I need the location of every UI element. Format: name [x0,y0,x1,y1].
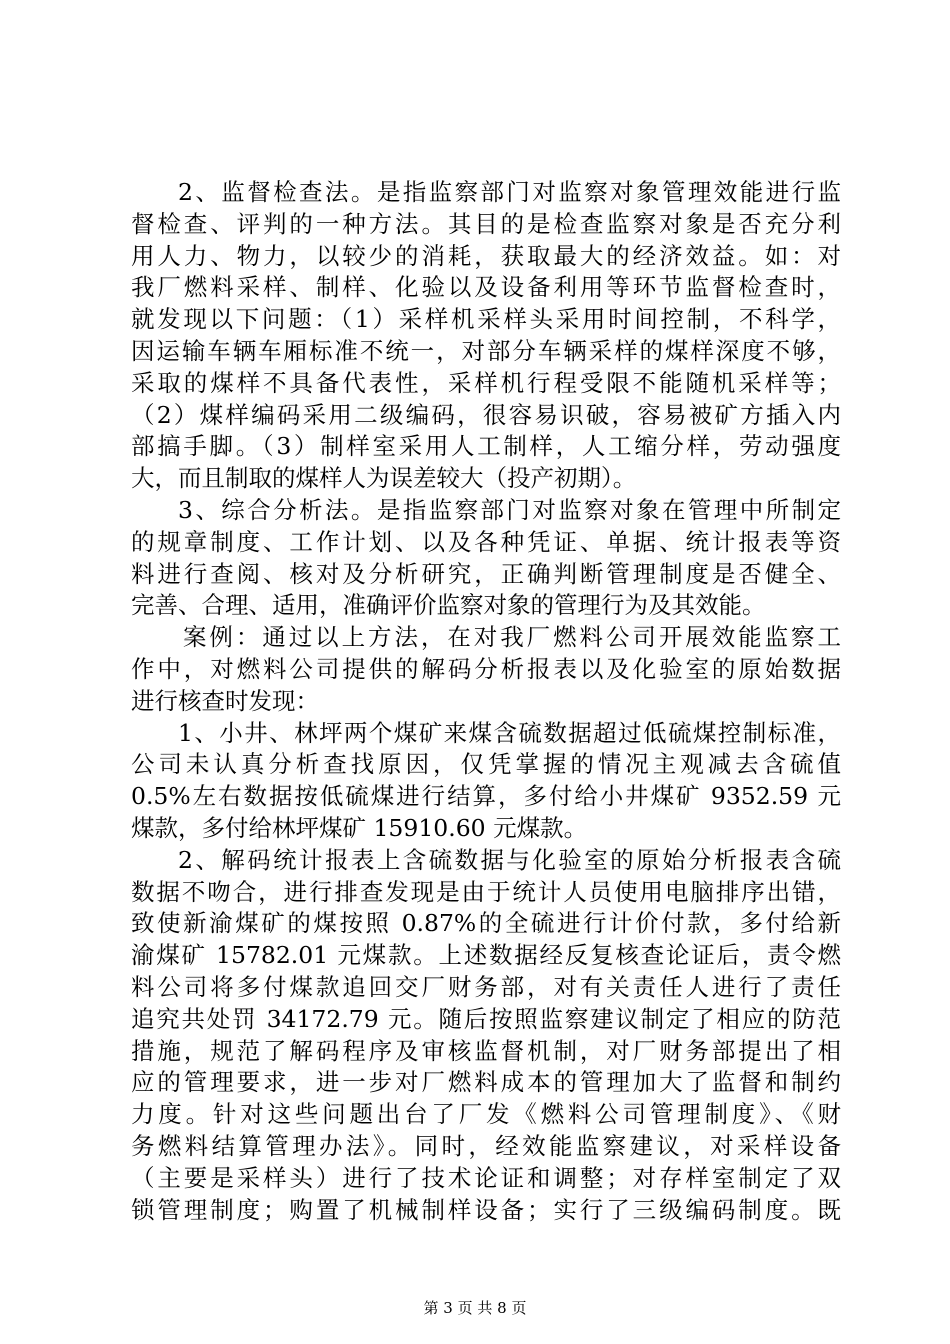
paragraph-line: 0.5%左右数据按低硫煤进行结算，多付给小井煤矿 9352.59 元 [131,782,841,811]
paragraph-line: 2、监督检查法。是指监察部门对监察对象管理效能进行监 [178,178,841,206]
paragraph-line: 作中，对燃料公司提供的解码分析报表以及化验室的原始数据 [131,654,841,683]
paragraph-line: （主要是采样头）进行了技术论证和调整；对存样室制定了双 [131,1163,841,1192]
paragraph-line: 采取的煤样不具备代表性，采样机行程受限不能随机采样等； [131,368,841,397]
paragraph-line: 追究共处罚 34172.79 元。随后按照监察建议制定了相应的防范 [131,1004,841,1033]
paragraph-line: 进行核查时发现： [131,686,319,715]
paragraph-line: 数据不吻合，进行排查发现是由于统计人员使用电脑排序出错， [131,877,841,906]
paragraph-line: 锁管理制度；购置了机械制样设备；实行了三级编码制度。既 [131,1195,841,1224]
paragraph-line: 应的管理要求，进一步对厂燃料成本的管理加大了监督和制约 [131,1068,841,1097]
paragraph-line: 部搞手脚。（3）制样室采用人工制样，人工缩分样，劳动强度 [131,432,841,461]
paragraph-line: 料进行查阅、核对及分析研究，正确判断管理制度是否健全、 [131,559,841,588]
paragraph-line: 措施，规范了解码程序及审核监督机制，对厂财务部提出了相 [131,1036,841,1065]
paragraph-line: 完善、合理、适用，准确评价监察对象的管理行为及其效能。 [131,591,766,620]
paragraph-line: 力度。针对这些问题出台了厂发《燃料公司管理制度》、《财 [131,1100,841,1129]
paragraph-line: 料公司将多付煤款追回交厂财务部，对有关责任人进行了责任 [131,972,841,1001]
paragraph-line: 1、小井、林坪两个煤矿来煤含硫数据超过低硫煤控制标准， [178,718,841,747]
paragraph-line: 就发现以下问题：（1）采样机采样头采用时间控制，不科学， [131,305,841,334]
paragraph-line: 的规章制度、工作计划、以及各种凭证、单据、统计报表等资 [131,527,841,556]
paragraph-line: 我厂燃料采样、制样、化验以及设备利用等环节监督检查时， [131,273,841,302]
paragraph-line: 用人力、物力，以较少的消耗，获取最大的经济效益。如：对 [131,241,841,270]
paragraph-line: 渝煤矿 15782.01 元煤款。上述数据经反复核查论证后，责令燃 [131,941,841,970]
paragraph-line: （2）煤样编码采用二级编码，很容易识破，容易被矿方插入内 [131,400,841,429]
paragraph-line: 公司未认真分析查找原因，仅凭掌握的情况主观减去含硫值 [131,750,841,779]
paragraph-line: 督检查、评判的一种方法。其目的是检查监察对象是否充分利 [131,209,841,238]
document-body [131,177,841,1226]
paragraph-line: 因运输车辆车厢标准不统一，对部分车辆采样的煤样深度不够， [131,336,841,365]
paragraph-line: 煤款，多付给林坪煤矿 15910.60 元煤款。 [131,813,588,842]
paragraph-line: 案例：通过以上方法，在对我厂燃料公司开展效能监察工 [183,623,841,652]
paragraph-line: 务燃料结算管理办法》。同时，经效能监察建议，对采样设备 [131,1131,841,1160]
page-number-footer: 第 3 页 共 8 页 [423,1299,527,1317]
paragraph-line: 3、综合分析法。是指监察部门对监察对象在管理中所制定 [178,495,841,524]
paragraph-line: 致使新渝煤矿的煤按照 0.87%的全硫进行计价付款，多付给新 [131,909,841,938]
paragraph-line: 2、解码统计报表上含硫数据与化验室的原始分析报表含硫 [178,845,841,874]
paragraph-line: 大，而且制取的煤样人为误差较大（投产初期）。 [131,464,637,493]
